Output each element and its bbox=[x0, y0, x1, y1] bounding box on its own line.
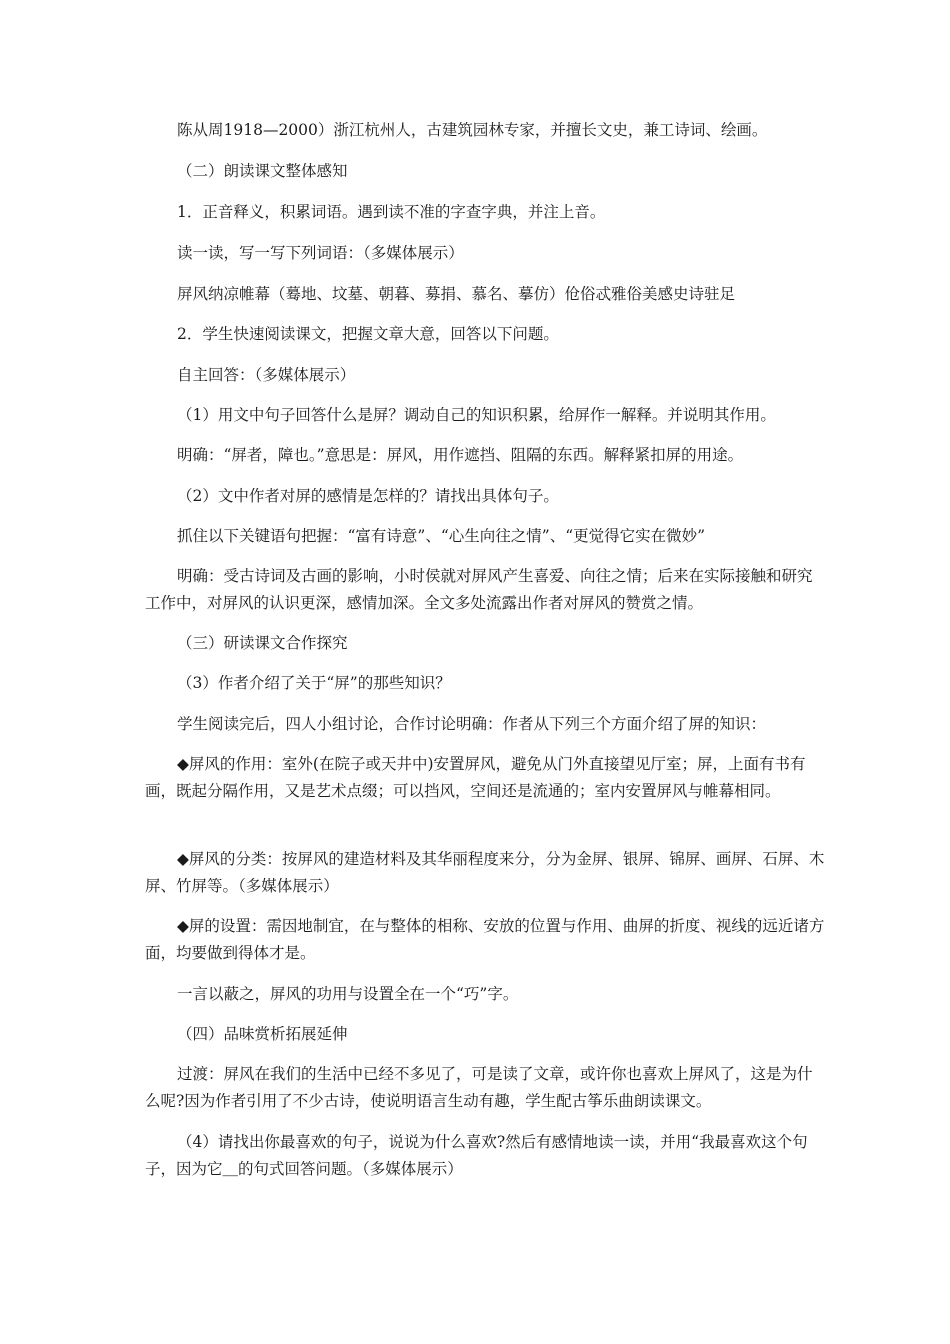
section-heading-4: （四）品味赏析拓展延伸 bbox=[177, 1025, 348, 1043]
bullet-screen-function: ◆屏风的作用：室外(在院子或天井中)安置屏风，避免从门外直接望见厅室；屏，上面有书有画，既起分隔作用，又是艺术点缀；可以挡风，空间还是流通的；室内安置屏风与帷幕相同。 bbox=[145, 755, 806, 800]
question-2: （2）文中作者对屏的感情是怎样的？请找出具体句子。 bbox=[177, 487, 559, 505]
section-heading-3: （三）研读课文合作探究 bbox=[177, 634, 348, 652]
bullet-screen-setting: ◆屏的设置：需因地制宜，在与整体的相称、安放的位置与作用、曲屏的折度、视线的远近诸方面，均要做到得体才是。 bbox=[145, 917, 825, 962]
paragraph-step-1: 1．正音释义，积累词语。遇到读不准的字查字典，并注上音。 bbox=[177, 203, 606, 221]
answer-1: 明确：“屏者，障也。”意思是：屏风，用作遮挡、阻隔的东西。解释紧扣屏的用途。 bbox=[177, 446, 744, 464]
question-1: （1）用文中句子回答什么是屏？调动自己的知识积累，给屏作一解释。并说明其作用。 bbox=[177, 406, 776, 424]
paragraph-read-write: 读一读，写一写下列词语：（多媒体展示） bbox=[177, 244, 464, 262]
paragraph-key-sentences: 抓住以下关键语句把握：“富有诗意”、“心生向往之情”、“更觉得它实在微妙” bbox=[177, 527, 706, 545]
paragraph-self-answer: 自主回答：（多媒体展示） bbox=[177, 366, 356, 384]
bullet-screen-types: ◆屏风的分类：按屏风的建造材料及其华丽程度来分，分为金屏、银屏、锦屏、画屏、石屏、木屏、竹屏等。（多媒体展示） bbox=[145, 850, 825, 895]
paragraph-transition: 过渡：屏风在我们的生活中已经不多见了，可是读了文章，或许你也喜欢上屏风了，这是为什么呢?因为作者引用了不少古诗，使说明语言生动有趣，学生配古筝乐曲朗读课文。 bbox=[145, 1065, 813, 1110]
answer-2: 明确：受古诗词及古画的影响，小时侯就对屏风产生喜爱、向往之情；后来在实际接触和研究工作中，对屏风的认识更深，感情加深。全文多处流露出作者对屏风的赞赏之情。 bbox=[145, 567, 813, 612]
paragraph-step-2: 2．学生快速阅读课文，把握文章大意，回答以下问题。 bbox=[177, 325, 559, 343]
section-heading-2: （二）朗读课文整体感知 bbox=[177, 162, 348, 180]
paragraph-group-discussion: 学生阅读完后，四人小组讨论，合作讨论明确：作者从下列三个方面介绍了屏的知识： bbox=[177, 715, 767, 733]
paragraph-author-intro: 陈从周1918—2000）浙江杭州人，古建筑园林专家，并擅长文史，兼工诗词、绘画。 bbox=[177, 121, 768, 139]
question-3: （3）作者介绍了关于“屏”的那些知识？ bbox=[177, 674, 451, 692]
question-4: （4）请找出你最喜欢的句子，说说为什么喜欢?然后有感情地读一读，并用“我最喜欢这个句子，因为它＿的句式回答问题。（多媒体展示） bbox=[145, 1133, 808, 1178]
paragraph-summary: 一言以蔽之，屏风的功用与设置全在一个“巧”字。 bbox=[177, 985, 519, 1003]
paragraph-vocabulary: 屏风纳凉帷幕（蓦地、坟墓、朝暮、募捐、慕名、摹仿）伧俗忒雅俗美感史诗驻足 bbox=[177, 285, 736, 303]
